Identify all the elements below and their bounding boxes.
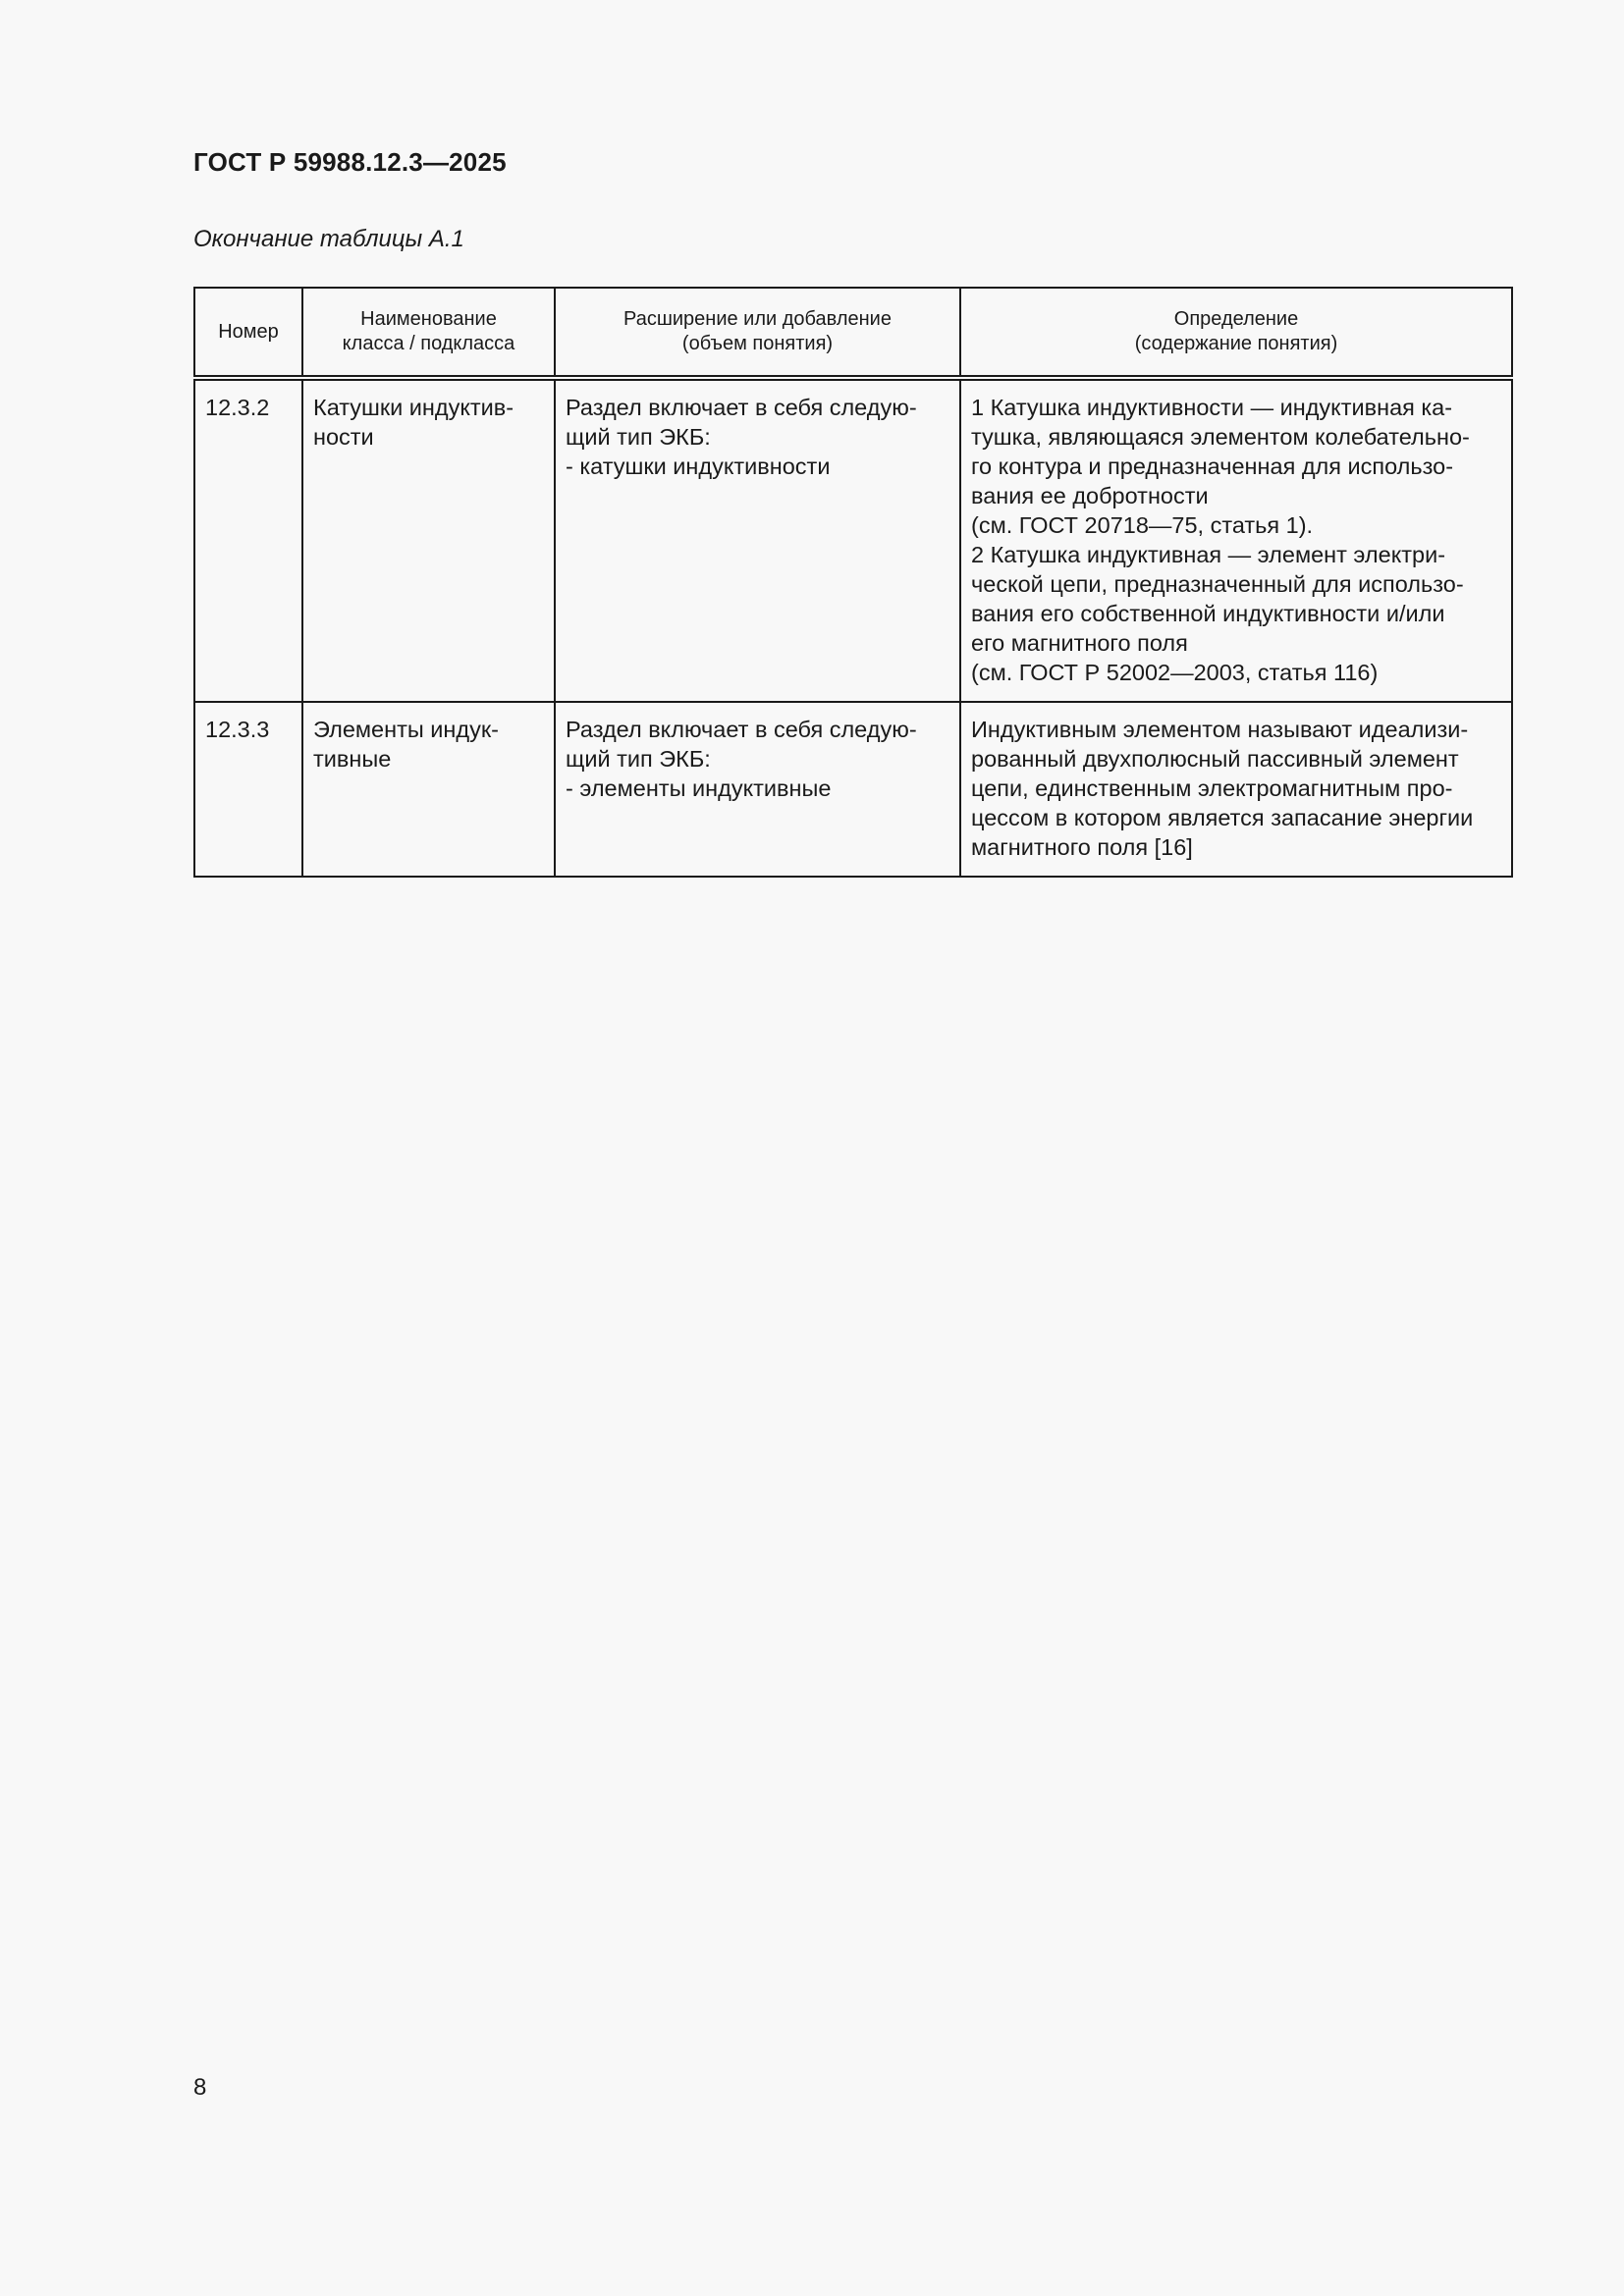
cell-number	[194, 378, 302, 702]
row-definition-line: Индуктивным элементом называют идеализи-	[971, 717, 1469, 742]
column-header-definition	[960, 288, 1512, 378]
column-header-number	[194, 288, 302, 378]
column-header-name-line2: класса / подкласса	[342, 333, 515, 354]
column-header-name	[302, 288, 555, 378]
row-definition-line: 2 Катушка индуктивная — элемент электри-	[971, 542, 1446, 567]
row-definition-line: вания ее добротности	[971, 483, 1209, 508]
header-row	[194, 288, 1512, 378]
row-name-line: Элементы индук-	[313, 717, 499, 742]
document-code: ГОСТ Р 59988.12.3—2025	[193, 147, 507, 177]
cell-name	[302, 378, 555, 702]
row-extension-line: Раздел включает в себя следую-	[566, 395, 917, 420]
row-extension-line: щий тип ЭКБ:	[566, 424, 711, 450]
definitions-table	[193, 287, 1513, 878]
column-header-number-text: Номер	[218, 320, 279, 343]
row-extension-line: - элементы индуктивные	[566, 775, 832, 801]
row-number: 12.3.3	[205, 717, 270, 742]
cell-extension	[555, 378, 960, 702]
table-caption: Окончание таблицы А.1	[193, 226, 464, 252]
row-definition-line: магнитного поля [16]	[971, 834, 1193, 860]
row-definition-line: цессом в котором является запасание энергии	[971, 805, 1474, 830]
cell-number	[194, 702, 302, 877]
row-name-line: тивные	[313, 746, 392, 772]
column-header-definition-line2: (содержание понятия)	[1134, 333, 1338, 354]
table-body	[194, 378, 1512, 877]
column-header-name-line1: Наименование	[360, 308, 497, 330]
row-name-line: Катушки индуктив-	[313, 395, 514, 420]
row-definition-line: 1 Катушка индуктивности — индуктивная ка-	[971, 395, 1453, 420]
row-definition-line: (см. ГОСТ 20718—75, статья 1).	[971, 512, 1314, 538]
row-name-line: ности	[313, 424, 374, 450]
row-definition-line: (см. ГОСТ Р 52002—2003, статья 116)	[971, 660, 1379, 685]
cell-definition	[960, 378, 1512, 702]
row-number: 12.3.2	[205, 395, 270, 420]
page-number: 8	[193, 2074, 207, 2101]
row-definition-line: вания его собственной индуктивности и/или	[971, 601, 1445, 626]
table-header	[194, 288, 1512, 378]
cell-definition	[960, 702, 1512, 877]
table-row	[194, 702, 1512, 877]
row-extension-line: щий тип ЭКБ:	[566, 746, 711, 772]
cell-name	[302, 702, 555, 877]
column-header-extension-line1: Расширение или добавление	[623, 308, 892, 330]
row-extension-line: - катушки индуктивности	[566, 454, 831, 479]
cell-extension	[555, 702, 960, 877]
row-definition-line: ческой цепи, предназначенный для использо-	[971, 571, 1464, 597]
table-row	[194, 378, 1512, 702]
row-definition-line: его магнитного поля	[971, 630, 1188, 656]
column-header-definition-line1: Определение	[1173, 308, 1299, 330]
row-extension-line: Раздел включает в себя следую-	[566, 717, 917, 742]
column-header-extension-line2: (объем понятия)	[681, 333, 834, 354]
row-definition-line: тушка, являющаяся элементом колебательно-	[971, 424, 1470, 450]
row-definition-line: цепи, единственным электромагнитным про-	[971, 775, 1453, 801]
row-definition-line: го контура и предназначенная для использо-	[971, 454, 1454, 479]
row-definition-line: рованный двухполюсный пассивный элемент	[971, 746, 1459, 772]
column-header-extension	[555, 288, 960, 378]
